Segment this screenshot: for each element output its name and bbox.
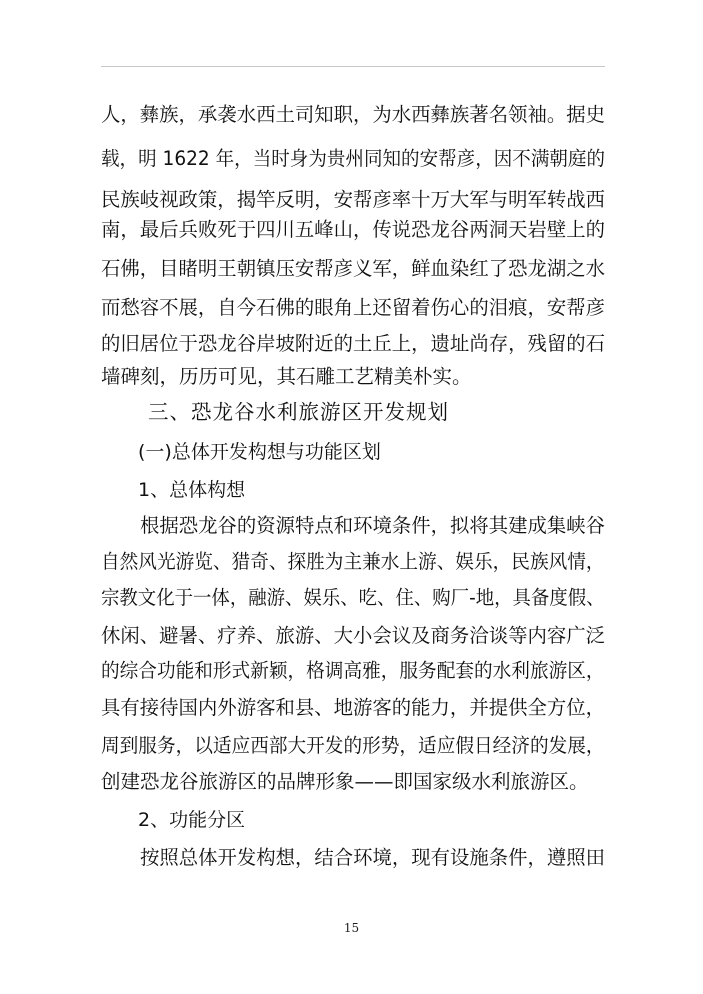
item-1-heading: 1、总体构想 — [138, 479, 246, 501]
paragraph-2-line-4: 休闲、避暑、疗养、旅游、大小会议及商务洽谈等内容广泛 — [101, 624, 606, 647]
paragraph-2-line-5: 的综合功能和形式新颖，格调高雅，服务配套的水利旅游区， — [101, 659, 605, 682]
paragraph-2-line-3: 宗教文化于一体，融游、娱乐、吃、住、购厂-地，具备度假、 — [101, 586, 605, 609]
header-rule — [101, 66, 605, 67]
paragraph-1-line-2: 载，明 1622 年，当时身为贵州同知的安帮彦，因不满朝庭的 — [101, 147, 606, 170]
paragraph-2-line-8: 创建恐龙谷旅游区的品牌形象——即国家级水利旅游区。 — [101, 770, 589, 793]
paragraph-1-line-6: 而愁容不展，自今石佛的眼角上还留着伤心的泪痕，安帮彦 — [101, 296, 606, 319]
item-2-heading: 2、功能分区 — [138, 809, 246, 831]
paragraph-2-line-1: 根据恐龙谷的资源特点和环境条件，拟将其建成集峡谷 — [140, 514, 606, 537]
page-number: 15 — [343, 921, 360, 935]
subsection-heading: (一)总体开发构想与功能区划 — [138, 441, 381, 463]
paragraph-1-line-5: 石佛，目睹明王朝镇压安帮彦义军，鲜血染红了恐龙湖之水 — [101, 257, 606, 280]
paragraph-1-line-4: 南，最后兵败死于四川五峰山，传说恐龙谷两洞天岩壁上的 — [101, 218, 606, 241]
paragraph-1-line-3: 民族岐视政策，揭竿反明，安帮彦率十万大军与明军转战西 — [101, 188, 606, 211]
paragraph-2-line-2: 自然风光游览、猎奇、探胜为主兼水上游、娱乐，民族风情， — [101, 550, 605, 573]
paragraph-1-line-8: 墙碑刻，历历可见，其石雕工艺精美朴实。 — [101, 365, 472, 388]
paragraph-2-line-7: 周到服务，以适应西部大开发的形势，适应假日经济的发展， — [101, 734, 605, 757]
paragraph-2-line-6: 具有接待国内外游客和县、地游客的能力，并提供全方位， — [101, 696, 606, 719]
paragraph-1-line-1: 人，彝族，承袭水西土司知职，为水西彝族著名领袖。据史 — [101, 103, 606, 126]
paragraph-1-line-7: 的旧居位于恐龙谷岸坡附近的土丘上，遗址尚存，残留的石 — [101, 332, 606, 355]
paragraph-3-line-1: 按照总体开发构想，结合环境，现有设施条件，遵照田 — [140, 846, 606, 869]
section-heading: 三、恐龙谷水利旅游区开发规划 — [148, 400, 449, 424]
